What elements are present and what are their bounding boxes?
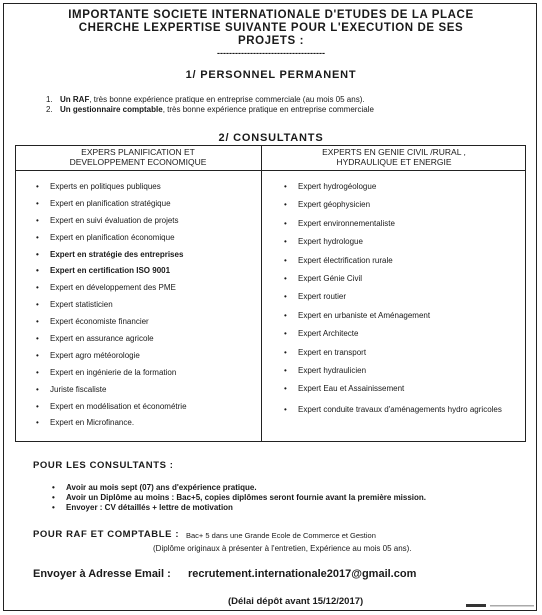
right-experts-list — [281, 181, 511, 418]
list-item: • Expert électrification rurale — [281, 255, 511, 273]
raf-requirements-title: POUR RAF ET COMPTABLE : — [33, 529, 180, 540]
list-item — [46, 95, 374, 105]
list-item: • Expert statisticien — [33, 299, 187, 316]
list-item: • Expert en planification économique — [33, 232, 187, 249]
left-experts-list — [33, 181, 187, 434]
list-item: • Avoir un Diplôme au moins : Bac+5, copies diplômes seront fournie avant la première mission. — [52, 493, 426, 503]
list-item: • Expert en certification ISO 9001 — [33, 265, 187, 282]
list-item: • Expert en assurance agricole — [33, 333, 187, 350]
list-item: • Expert routier — [281, 291, 511, 309]
list-item: • Expert Architecte — [281, 328, 511, 346]
section-consultants-title: 2/ CONSULTANTS — [218, 132, 324, 144]
list-item: • Expert en planification stratégique — [33, 198, 187, 215]
consultants-requirements-title: POUR LES CONSULTANTS : — [33, 460, 174, 471]
right-header-line-2: HYDRAULIQUE ET ENERGIE — [336, 156, 452, 167]
list-item: • Expert environnementaliste — [281, 218, 511, 236]
list-item: • Expert hydrogéologue — [281, 181, 511, 199]
list-item — [46, 105, 374, 115]
consultants-requirements-list — [52, 483, 426, 513]
section-permanent-title: 1/ PERSONNEL PERMANENT — [185, 69, 357, 81]
list-item: • Envoyer : CV détaillés + lettre de motivation — [52, 503, 426, 513]
permanent-staff-list — [46, 95, 374, 114]
list-item: • Expert hydrologue — [281, 236, 511, 254]
list-item: • Expert en urbaniste et Aménagement — [281, 310, 511, 328]
list-item: • Expert hydraulicien — [281, 365, 511, 383]
list-item: • Expert géophysicien — [281, 199, 511, 217]
right-column-header — [262, 148, 526, 167]
list-item: • Expert en modélisation et économétrie — [33, 401, 187, 418]
raf-requirements-line-2: (Diplôme originaux à présenter à l'entretien, Expérience au mois 05 ans). — [153, 544, 412, 553]
item-number: 2. — [46, 104, 53, 114]
header-line-1: IMPORTANTE SOCIETE INTERNATIONALE D'ETUDES DE LA PLACE — [68, 9, 474, 21]
header-line-3: PROJETS : — [237, 35, 305, 47]
deadline-notice: (Délai dépôt avant 15/12/2017) — [228, 596, 364, 607]
left-column-header — [15, 148, 261, 167]
list-item: • Expert Eau et Assainissement — [281, 383, 511, 401]
list-item: • Expert agro météorologie — [33, 350, 187, 367]
list-item: • Juriste fiscaliste — [33, 384, 187, 401]
item-text: , très bonne expérience pratique en entreprise commerciale (au mois 05 ans). — [89, 95, 365, 104]
item-text: , très bonne expérience pratique en entreprise commerciale — [162, 104, 374, 114]
list-item: • Expert en transport — [281, 347, 511, 365]
item-bold: Un gestionnaire comptable — [60, 104, 163, 114]
list-item: • Expert en Microfinance. — [33, 417, 187, 434]
item-bold: Un RAF — [60, 95, 90, 104]
header-line-2: CHERCHE LEXPERTISE SUIVANTE POUR L'EXECUTION DE SES — [78, 22, 464, 34]
left-header-line-2: DEVELOPPEMENT ECONOMIQUE — [69, 156, 207, 167]
table-header-divider — [15, 170, 526, 171]
list-item: • Avoir au mois sept (07) ans d'expérience pratique. — [52, 483, 426, 493]
list-item: • Expert en suivi évaluation de projets — [33, 215, 187, 232]
item-number: 1. — [46, 95, 53, 104]
email-label: Envoyer à Adresse Email : — [33, 568, 171, 580]
list-item: • Expert en ingénierie de la formation — [33, 367, 187, 384]
list-item: • Expert conduite travaux d'aménagements hydro agricoles — [281, 402, 511, 418]
raf-requirements-line-1: Bac+ 5 dans une Grande Ecole de Commerce et Gestion — [186, 531, 376, 540]
left-header-line-1: EXPERS PLANIFICATION ET — [81, 147, 195, 157]
list-item: • Experts en politiques publiques — [33, 181, 187, 198]
scan-stamp-mark — [466, 603, 536, 609]
table-column-divider — [261, 145, 262, 442]
list-item: • Expert en développement des PME — [33, 282, 187, 299]
email-address: recrutement.internationale2017@gmail.com — [188, 568, 417, 580]
list-item: • Expert en stratégie des entreprises — [33, 249, 187, 266]
list-item: • Expert économiste financier — [33, 316, 187, 333]
list-item: • Expert Génie Civil — [281, 273, 511, 291]
right-header-line-1: EXPERTS EN GENIE CIVIL /RURAL , — [322, 147, 466, 157]
header-separator: ------------------------------------ — [217, 48, 325, 58]
